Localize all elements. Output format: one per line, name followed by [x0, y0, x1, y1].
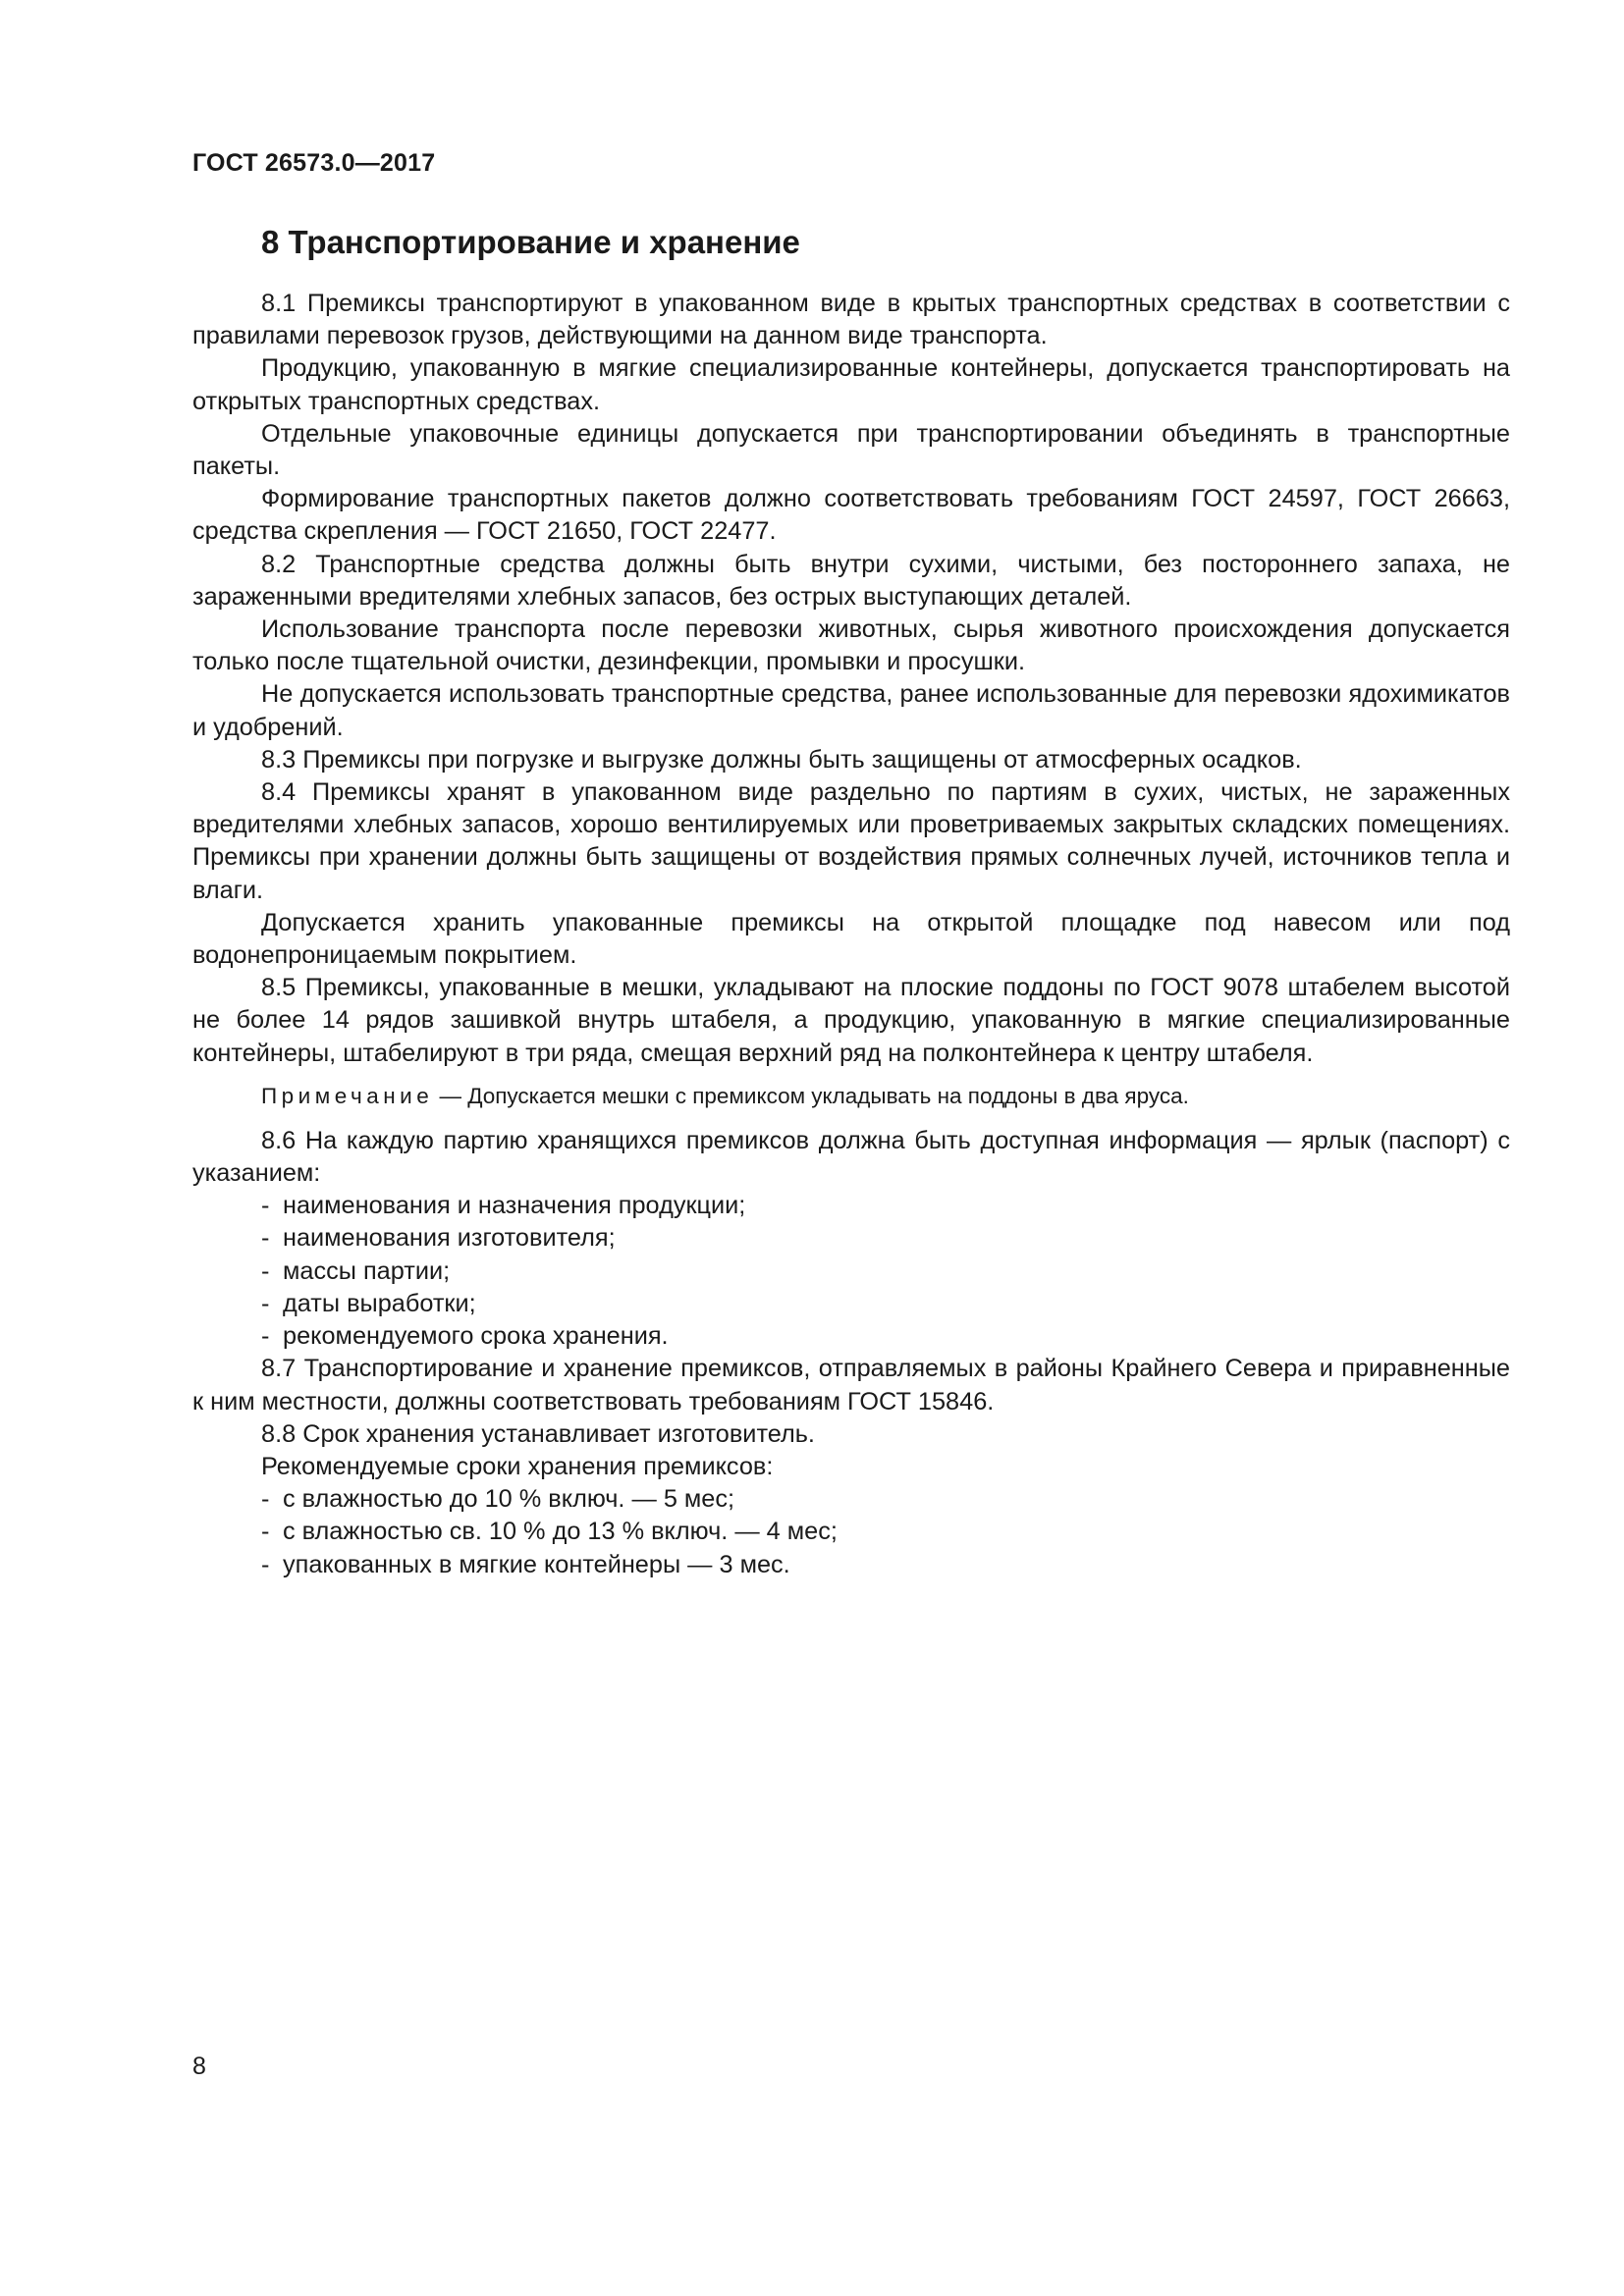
list-item: - с влажностью св. 10 % до 13 % включ. — 4 мес;	[261, 1518, 838, 1546]
paragraph: Использование транспорта после перевозки животных, сырья животного происхождения допускается только после тщательной очистки, дезинфекции, промывки и просушки.	[192, 615, 1510, 676]
paragraph-8-3: 8.3 Премиксы при погрузке и выгрузке должны быть защищены от атмосферных осадков.	[261, 745, 1302, 774]
paragraph-8-5: 8.5 Премиксы, упакованные в мешки, укладывают на плоские поддоны по ГОСТ 9078 штабелем высотой не более 14 рядов зашивкой внутрь штабеля, а продукцию, упакованную в мягкие специализированные контейнеры, штабелируют в три ряда, смещая верхний ряд на полконтейнера к центру штабеля.	[192, 974, 1510, 1067]
paragraph-8-7: 8.7 Транспортирование и хранение премиксов, отправляемых в районы Крайнего Севера и приравненные к ним местности, должны соответствовать требованиям ГОСТ 15846.	[192, 1355, 1510, 1415]
note	[192, 1082, 1510, 1111]
storage-terms-list	[192, 1483, 1510, 1581]
paragraph-8-6: 8.6 На каждую партию хранящихся премиксов должна быть доступная информация — ярлык (паспорт) с указанием:	[192, 1126, 1510, 1188]
section-body	[192, 288, 1510, 1581]
paragraph: Допускается хранить упакованные премиксы на открытой площадке под навесом или под водонепроницаемым покрытием.	[192, 908, 1510, 970]
list-item: - наименования и назначения продукции;	[261, 1192, 746, 1220]
paragraph-8-8: 8.8 Срок хранения устанавливает изготовитель.	[261, 1419, 815, 1448]
list-item: - наименования изготовителя;	[261, 1224, 616, 1253]
paragraph: Рекомендуемые сроки хранения премиксов:	[261, 1452, 774, 1480]
list-item: - с влажностью до 10 % включ. — 5 мес;	[261, 1485, 735, 1514]
list-item: - рекомендуемого срока хранения.	[261, 1322, 669, 1351]
list-item: - даты выработки;	[261, 1289, 476, 1317]
paragraph-8-4: 8.4 Премиксы хранят в упакованном виде раздельно по партиям в сухих, чистых, не зараженных вредителями хлебных запасов, хорошо вентилируемых или проветриваемых закрытых складских помещениях. Премиксы при хранении должны быть защищены от воздействия прямых солнечных лучей, источников тепла и влаги.	[192, 778, 1510, 904]
list-item: - массы партии;	[261, 1256, 451, 1285]
paragraph: Отдельные упаковочные единицы допускается при транспортировании объединять в транспортные пакеты.	[192, 419, 1510, 481]
paragraph-8-1: 8.1 Премиксы транспортируют в упакованном виде в крытых транспортных средствах в соответствии с правилами перевозок грузов, действующими на данном виде транспорта.	[192, 290, 1510, 350]
section-title: 8 Транспортирование и хранение	[261, 224, 800, 260]
paragraph: Продукцию, упакованную в мягкие специализированные контейнеры, допускается транспортировать на открытых транспортных средствах.	[192, 354, 1510, 415]
paragraph: Не допускается использовать транспортные средства, ранее использованные для перевозки ядохимикатов и удобрений.	[192, 680, 1510, 741]
label-info-list	[192, 1190, 1510, 1353]
page-number: 8	[192, 2053, 206, 2080]
note-text: — Допускается мешки с премиксом укладывать на поддоны в два яруса.	[433, 1083, 1189, 1108]
paragraph-8-2: 8.2 Транспортные средства должны быть внутри сухими, чистыми, без постороннего запаха, не зараженными вредителями хлебных запасов, без острых выступающих деталей.	[192, 550, 1510, 611]
note-label: Примечание	[261, 1083, 434, 1108]
paragraph: Формирование транспортных пакетов должно соответствовать требованиям ГОСТ 24597, ГОСТ 26663, средства скрепления — ГОСТ 21650, ГОСТ 22477.	[192, 485, 1510, 546]
list-item: - упакованных в мягкие контейнеры — 3 мес.	[261, 1550, 790, 1578]
standard-code-header: ГОСТ 26573.0—2017	[192, 149, 436, 177]
